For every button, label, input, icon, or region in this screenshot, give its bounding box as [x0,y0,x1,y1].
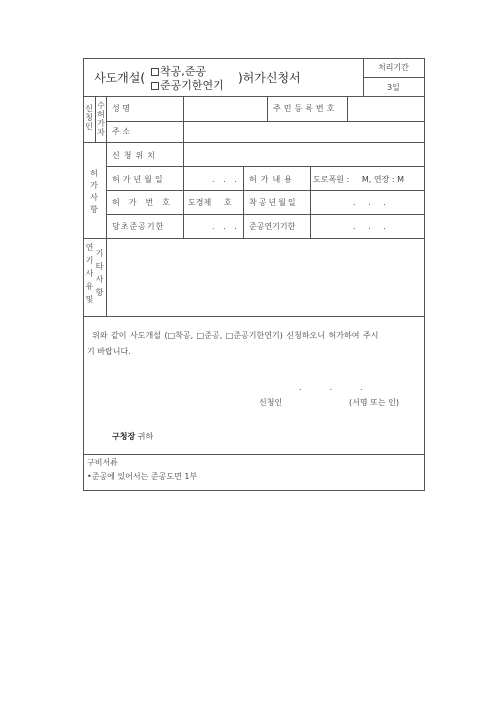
recipient-suffix: 귀하 [135,432,154,441]
form-title-suffix: )허가신청서 [238,71,301,85]
header-divider-h [363,77,425,78]
extension-deadline-value[interactable]: . . . [353,222,391,231]
form-title-prefix: 사도개설( [94,71,146,85]
original-deadline-value[interactable]: . . . [212,222,240,231]
permit-col4 [310,166,311,238]
permit-number-value[interactable]: 도경제 호 [188,198,232,207]
start-date-label: 착공년월일 [249,198,298,207]
location-label: 신청위치 [112,151,159,160]
border-top [83,58,425,59]
address-label: 주 소 [112,127,130,136]
applicant-col4 [267,96,268,122]
required-documents-title: 구비서류 [87,458,118,467]
permit-date-label: 허가년월일 [112,175,166,184]
option-start-complete[interactable] [151,66,206,77]
statement-line-1: 위와 같이 사도개설 (□착공, □준공, □준공기한연기) 신청하오니 허가하여 주시 [92,331,379,340]
start-date-value[interactable]: . . . [353,198,391,207]
required-documents-item: •준공에 있어서는 준공도면 1부 [87,472,198,481]
sign-or-seal-label: (서명 또는 인) [349,398,399,407]
other-label-col2: 기타사항 [95,249,104,297]
option-deadline-extension[interactable] [151,80,224,91]
other-field[interactable] [107,239,424,316]
date-placeholder[interactable]: . . . [299,383,363,392]
other-label-col1: 연기사유및 [85,243,94,304]
permit-holder-label: 수허가자 [97,101,105,137]
permit-date-value[interactable]: . . . [212,175,240,184]
id-number-field[interactable] [348,97,424,121]
border-bottom [83,490,425,491]
processing-period-label: 처리기간 [378,63,409,72]
option-deadline-extension-label: 준공기한연기 [160,79,224,92]
id-number-label: 주민등록번호 [273,104,338,113]
processing-period-value: 3일 [387,83,400,92]
applicant-side-label: 신청인 [85,104,93,131]
location-field[interactable] [184,143,424,166]
permit-row1 [106,166,425,167]
statement-bottom [83,454,425,455]
option-start-complete-label: 착공,준공 [160,65,207,78]
permit-side-label: 허가사항 [90,169,98,214]
name-field[interactable] [184,97,266,121]
applicant-col2 [106,96,107,142]
recipient-title: 구청장 [112,432,136,441]
applicant-sign-label: 신청인 [259,398,283,407]
permit-row2 [106,190,425,191]
original-deadline-label: 당초준공기한 [112,222,165,231]
name-label: 성 명 [112,104,130,113]
checkbox-icon [151,82,159,90]
permit-number-label: 허가번호 [112,198,179,207]
address-field[interactable] [184,122,424,142]
border-right [424,58,425,491]
checkbox-icon [151,68,159,76]
recipient [112,433,153,441]
permit-content-label: 허가내용 [249,175,296,184]
statement-line-2: 기 바랍니다. [87,347,131,356]
permit-col3 [243,166,244,238]
permit-content-value[interactable]: 도로폭원 : M, 연장 : M [313,175,404,184]
other-bottom [83,316,425,317]
extension-deadline-label: 준공연기기한 [249,222,296,231]
permit-row3 [106,214,425,215]
